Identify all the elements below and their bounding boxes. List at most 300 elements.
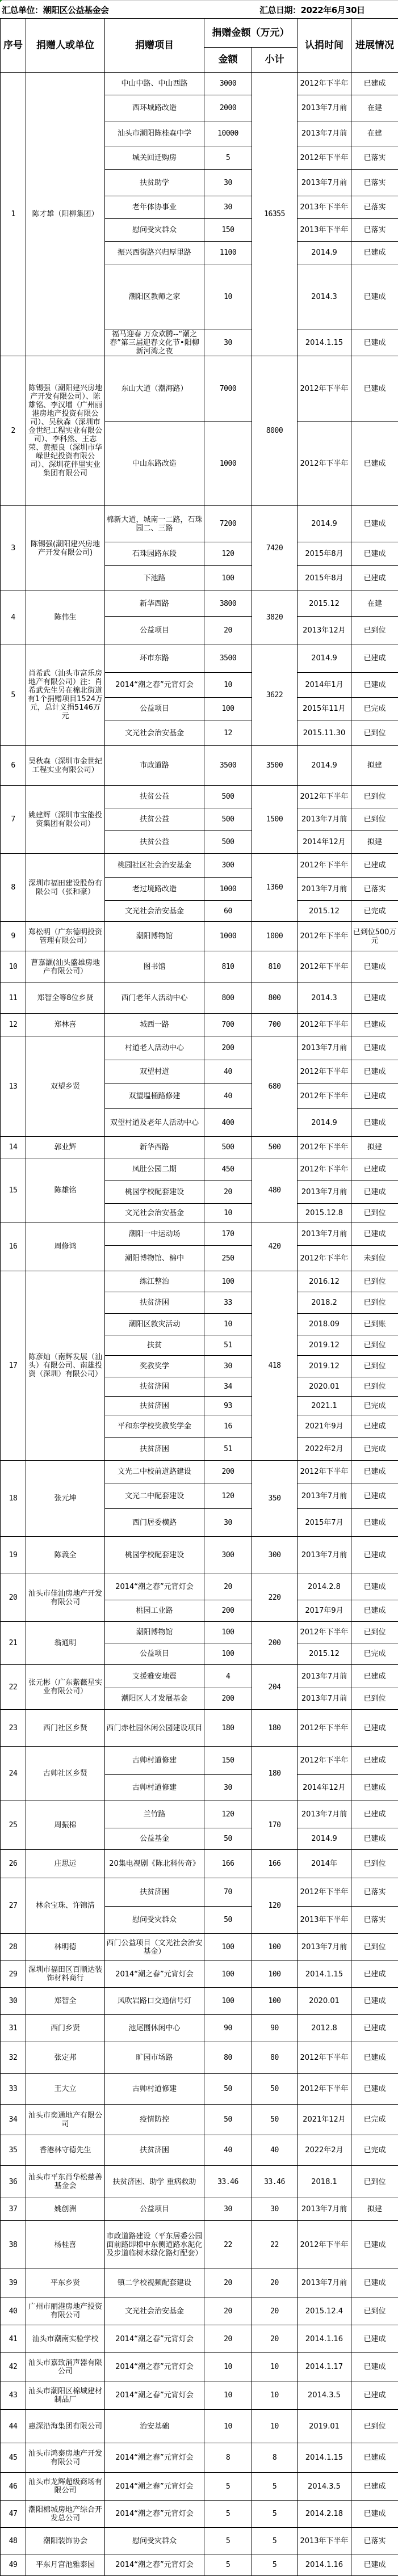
project-cell: 西门老年人活动中心	[105, 983, 204, 1014]
col-header-amount-group: 捐赠金额（万元）	[204, 19, 298, 48]
seq-cell: 6	[1, 746, 26, 786]
amount-cell: 120	[204, 1801, 252, 1828]
donor-cell: 周修鸿	[26, 1222, 105, 1271]
seq-cell: 27	[1, 1878, 26, 1934]
time-cell: 2014.9	[298, 746, 351, 786]
status-cell: 已建成	[351, 1109, 398, 1137]
amount-cell: 5	[204, 2473, 252, 2501]
time-cell: 2014.2.18	[298, 2501, 351, 2528]
project-cell: 支援雅安地震	[105, 1665, 204, 1688]
project-cell: 新华西路	[105, 591, 204, 617]
status-cell: 已建成	[351, 2074, 398, 2105]
subtotal-cell: 7420	[252, 506, 298, 591]
seq-cell: 14	[1, 1137, 26, 1158]
project-cell: 扶贫助学	[105, 170, 204, 196]
col-header-time: 认捐时间	[298, 19, 351, 73]
subtotal-cell: 10	[252, 2410, 298, 2443]
status-cell: 已到位	[351, 1377, 398, 1397]
amount-cell: 1000	[204, 922, 252, 951]
time-cell: 2014.1.16	[298, 2325, 351, 2353]
table-row	[1, 2015, 398, 2042]
project-cell: 桃园学校配套建设	[105, 1181, 204, 1204]
table-row	[1, 73, 398, 95]
time-cell: 2014.9	[298, 1109, 351, 1137]
table-row	[1, 2297, 398, 2325]
amount-cell: 500	[204, 831, 252, 854]
amount-cell: 20	[204, 2297, 252, 2325]
project-cell: 下池路	[105, 566, 204, 591]
time-cell: 2015.11.30	[298, 720, 351, 746]
status-cell: 已到位	[351, 808, 398, 831]
seq-cell: 43	[1, 2381, 26, 2410]
status-cell: 已落实	[351, 219, 398, 242]
seq-cell: 25	[1, 1801, 26, 1850]
seq-cell: 37	[1, 2198, 26, 2221]
project-cell: 练江整治	[105, 1271, 204, 1292]
table-row	[1, 1574, 398, 1600]
time-cell: 2021年9月	[298, 1415, 351, 1438]
status-cell: 已建成	[351, 1461, 398, 1483]
subtotal-cell: 1360	[252, 854, 298, 922]
project-cell: 文光社会治安基金	[105, 2297, 204, 2325]
table-row	[1, 2269, 398, 2297]
subtotal-cell: 20	[252, 2325, 298, 2353]
project-cell: 老年体协事业	[105, 196, 204, 219]
donor-cell: 双望乡贤	[26, 1036, 105, 1137]
subtotal-cell: 3500	[252, 746, 298, 786]
seq-cell: 42	[1, 2353, 26, 2381]
amount-cell: 1100	[204, 242, 252, 264]
donor-cell: 香港林守德先生	[26, 2135, 105, 2166]
status-cell: 已建成	[351, 1775, 398, 1801]
status-cell: 已建成	[351, 1665, 398, 1688]
status-cell: 已建成	[351, 983, 398, 1014]
project-cell: 扶贫济困	[105, 1292, 204, 1314]
subtotal-cell: 204	[252, 1665, 298, 1710]
status-cell: 已建成	[351, 1574, 398, 1600]
status-cell: 已完成	[351, 2135, 398, 2166]
project-cell: 文光二中校前道路建设	[105, 1461, 204, 1483]
subtotal-cell: 50	[252, 2105, 298, 2135]
amount-cell: 40	[204, 2135, 252, 2166]
donor-cell: 郑智全	[26, 1988, 105, 2015]
table-row	[1, 2353, 398, 2381]
time-cell: 2014.9	[298, 644, 351, 673]
donor-cell: 汕头市奕通地产有限公司	[26, 2105, 105, 2135]
time-cell: 2019.01	[298, 2410, 351, 2443]
status-cell: 已完成	[351, 698, 398, 720]
time-cell: 2012年下半年	[298, 1461, 351, 1483]
time-cell: 2013年7月前	[298, 878, 351, 901]
amount-cell: 16	[204, 1415, 252, 1438]
seq-cell: 20	[1, 1574, 26, 1622]
project-cell: 潮阳博物馆	[105, 1622, 204, 1643]
project-cell: 池尾围休闲中心	[105, 2015, 204, 2042]
status-cell: 已到位	[351, 1271, 398, 1292]
status-cell: 已建成	[351, 2269, 398, 2297]
amount-cell: 51	[204, 1335, 252, 1356]
project-cell: 扶贫济困	[105, 1878, 204, 1907]
project-cell: 潮阳一中运动场	[105, 1222, 204, 1246]
amount-cell: 170	[204, 1222, 252, 1246]
amount-cell: 200	[204, 1600, 252, 1622]
seq-cell: 7	[1, 786, 26, 854]
time-cell: 2013年下半年	[298, 2528, 351, 2554]
project-cell: 扶贫公益	[105, 831, 204, 854]
time-cell: 2012年下半年	[298, 951, 351, 983]
amount-cell: 93	[204, 1397, 252, 1415]
status-cell: 在建	[351, 591, 398, 617]
status-cell: 已建成	[351, 1483, 398, 1509]
time-cell: 2014.1.15	[298, 2443, 351, 2473]
time-cell: 2012年下半年	[298, 1060, 351, 1083]
donor-cell: 潮阳棉城房地产综合开发总公司	[26, 2501, 105, 2528]
seq-cell: 34	[1, 2105, 26, 2135]
table-row	[1, 1878, 398, 1907]
time-cell: 2014.2.8	[298, 1574, 351, 1600]
donor-cell: 广州市丽港房地产投资有限公司	[26, 2297, 105, 2325]
donor-cell: 汕头市潮南实验学校	[26, 2325, 105, 2353]
seq-cell: 46	[1, 2473, 26, 2501]
time-cell: 2014.3.5	[298, 2381, 351, 2410]
project-cell: 潮阳博物馆	[105, 922, 204, 951]
time-cell: 2013年7月前	[298, 1036, 351, 1060]
seq-cell: 40	[1, 2297, 26, 2325]
amount-cell: 30	[204, 2198, 252, 2221]
project-cell: 文光社会治安基金	[105, 720, 204, 746]
table-row	[1, 1137, 398, 1158]
subtotal-cell: 180	[252, 1710, 298, 1747]
amount-cell: 30	[204, 330, 252, 356]
subtotal-cell: 5	[252, 2501, 298, 2528]
status-cell: 已建成	[351, 2221, 398, 2269]
donor-cell: 陈锡强（潮阳建兴房地产开发有限公司）、陈雄铭、李汉增（广州丽港房地产投资有限公司）、吴秋森（深圳市金世纪工程实业有限公司）、李科然、王志荣、黄振良（深圳市华嵘世纪投资有限公司）、深圳花伴里实业集团有限公司	[26, 356, 105, 506]
report-header	[0, 0, 398, 18]
amount-cell: 100	[204, 566, 252, 591]
time-cell: 2012年下半年	[298, 1137, 351, 1158]
table-row	[1, 1747, 398, 1775]
status-cell: 已到位	[351, 2410, 398, 2443]
table-row	[1, 2410, 398, 2443]
status-cell: 已建成	[351, 264, 398, 330]
amount-cell: 500	[204, 808, 252, 831]
status-cell: 已建成	[351, 673, 398, 698]
amount-cell: 30	[204, 196, 252, 219]
table-row	[1, 2501, 398, 2528]
time-cell: 2012年下半年	[298, 356, 351, 422]
project-cell: 东山大道（潮海路）	[105, 356, 204, 422]
subtotal-cell: 170	[252, 1801, 298, 1850]
time-cell: 2012年下半年	[298, 73, 351, 95]
donor-cell: 周振棉	[26, 1801, 105, 1850]
donor-cell: 汕头市平东肖华松慈善基金会	[26, 2166, 105, 2198]
time-cell: 2012年下半年	[298, 1158, 351, 1181]
subtotal-cell: 10	[252, 2381, 298, 2410]
donor-cell: 陈雄铭	[26, 1158, 105, 1222]
amount-cell: 250	[204, 1246, 252, 1271]
seq-cell: 39	[1, 2269, 26, 2297]
status-cell: 在建	[351, 121, 398, 146]
time-cell: 2014.9	[298, 242, 351, 264]
seq-cell: 4	[1, 591, 26, 644]
project-cell: 2014“潮之春”元宵灯会	[105, 2501, 204, 2528]
amount-cell: 2000	[204, 95, 252, 121]
amount-cell: 100	[204, 698, 252, 720]
table-row	[1, 2221, 398, 2269]
seq-cell: 32	[1, 2042, 26, 2074]
col-header-amount: 金额	[204, 48, 252, 73]
time-cell: 2013年7月前	[298, 95, 351, 121]
donor-cell: 陈才雄（阳柳集团）	[26, 73, 105, 356]
amount-cell: 200	[204, 1036, 252, 1060]
amount-cell: 20	[204, 2325, 252, 2353]
status-cell: 已建成	[351, 2042, 398, 2074]
amount-cell: 7200	[204, 506, 252, 542]
time-cell: 2012年下半年	[298, 1878, 351, 1907]
donor-cell: 曹嘉灏(汕头盛雄房地产有限公司）	[26, 951, 105, 983]
project-cell: 桃园社区社会治安基金	[105, 854, 204, 878]
subtotal-cell: 350	[252, 1461, 298, 1537]
project-cell: 扶贫济困、助学 重病救助	[105, 2166, 204, 2198]
table-row	[1, 1961, 398, 1988]
amount-cell: 3500	[204, 644, 252, 673]
donor-cell: 郑智全等8位乡贤	[26, 983, 105, 1014]
amount-cell: 100	[204, 1934, 252, 1961]
status-cell: 已到位	[351, 1850, 398, 1878]
time-cell: 2015.12	[298, 1643, 351, 1665]
status-cell: 已建成	[351, 2554, 398, 2576]
table-row	[1, 1934, 398, 1961]
time-cell: 2012.8	[298, 2015, 351, 2042]
table-row	[1, 2166, 398, 2198]
status-cell: 已到位	[351, 2297, 398, 2325]
status-cell: 已到位	[351, 617, 398, 644]
donor-cell: 汕头市鸿泰房地产开发有限公司	[26, 2443, 105, 2473]
time-cell: 2015.12	[298, 901, 351, 922]
project-cell: 2014“潮之春”元宵灯会	[105, 2473, 204, 2501]
status-cell: 已建成	[351, 506, 398, 542]
status-cell: 已完成	[351, 1397, 398, 1415]
seq-cell: 47	[1, 2501, 26, 2528]
amount-cell: 800	[204, 983, 252, 1014]
seq-cell: 41	[1, 2325, 26, 2353]
time-cell: 2014年12月	[298, 831, 351, 854]
status-cell: 已建成	[351, 1060, 398, 1083]
subtotal-cell: 800	[252, 983, 298, 1014]
time-cell: 2013年7月前	[298, 1934, 351, 1961]
amount-cell: 10000	[204, 121, 252, 146]
status-cell: 已建成	[351, 566, 398, 591]
time-cell: 2013年7月前	[298, 1222, 351, 1246]
time-cell: 2014年1月	[298, 673, 351, 698]
time-cell: 2014.1.17	[298, 2353, 351, 2381]
project-cell: 2014“潮之春”元宵灯会	[105, 1961, 204, 1988]
donor-cell: 汕头市龙辉超级商场有限公司	[26, 2473, 105, 2501]
amount-cell: 120	[204, 1483, 252, 1509]
subtotal-cell: 300	[252, 1537, 298, 1574]
project-cell: 西环城路改造	[105, 95, 204, 121]
amount-cell: 30	[204, 1509, 252, 1537]
project-cell: 双望村道及老年人活动中心	[105, 1109, 204, 1137]
status-cell: 已到位	[351, 1622, 398, 1643]
col-header-subtotal: 小计	[252, 48, 298, 73]
status-cell: 拟建	[351, 1137, 398, 1158]
project-cell: 慰问受灾群众	[105, 219, 204, 242]
status-cell: 已完成	[351, 2105, 398, 2135]
subtotal-cell: 500	[252, 1137, 298, 1158]
amount-cell: 20	[204, 1181, 252, 1204]
project-cell: 2014“潮之春”元宵灯会	[105, 2554, 204, 2576]
table-row	[1, 1988, 398, 2015]
time-cell: 2012年下半年	[298, 854, 351, 878]
status-cell: 拟建	[351, 2198, 398, 2221]
amount-cell: 22	[204, 2221, 252, 2269]
project-cell: 西门居委横路	[105, 1509, 204, 1537]
amount-cell: 4	[204, 1665, 252, 1688]
amount-cell: 100	[204, 1961, 252, 1988]
donor-cell: 吴秋森（深圳市金世纪工程实业有限公司）	[26, 746, 105, 786]
seq-cell: 33	[1, 2074, 26, 2105]
time-cell: 2014.1.15	[298, 330, 351, 356]
time-cell: 2013年12月	[298, 617, 351, 644]
amount-cell: 60	[204, 901, 252, 922]
table-row	[1, 2135, 398, 2166]
time-cell: 2013年7月前	[298, 1537, 351, 1574]
status-cell: 已建成	[351, 1158, 398, 1181]
seq-cell: 35	[1, 2135, 26, 2166]
project-cell: 风吹岩路口交通信号灯	[105, 1988, 204, 2015]
status-cell: 未到位	[351, 1246, 398, 1271]
time-cell: 2015年8月	[298, 542, 351, 566]
donor-cell: 陈伟生	[26, 591, 105, 644]
status-cell: 已建成	[351, 1988, 398, 2015]
donor-cell: 郑松明（广东德明投资管理有限公司）	[26, 922, 105, 951]
seq-cell: 29	[1, 1961, 26, 1988]
amount-cell: 40	[204, 1060, 252, 1083]
subtotal-cell: 418	[252, 1271, 298, 1461]
project-cell: 汕头市潮阳陈桂森中学	[105, 121, 204, 146]
time-cell: 2012年下半年	[298, 146, 351, 170]
amount-cell: 700	[204, 1014, 252, 1036]
project-cell: 扶贫济困	[105, 1377, 204, 1397]
status-cell: 已建成	[351, 1537, 398, 1574]
status-cell: 已建成	[351, 422, 398, 506]
table-row	[1, 506, 398, 542]
project-cell: 慰问受灾群众	[105, 1907, 204, 1934]
status-cell: 已建成	[351, 644, 398, 673]
project-cell: 市政道路建设（平东居委公园面前路即棉中东侧道路水泥化及步道临树木绿化路灯配套）	[105, 2221, 204, 2269]
time-cell: 2012年下半年	[298, 922, 351, 951]
table-row	[1, 2042, 398, 2074]
status-cell: 已到位	[351, 786, 398, 808]
project-cell: 扶贫济困	[105, 2135, 204, 2166]
subtotal-cell: 680	[252, 1036, 298, 1137]
time-cell: 2022年2月	[298, 1438, 351, 1461]
project-cell: 古帅村道修建	[105, 2074, 204, 2105]
table-row	[1, 1622, 398, 1643]
subtotal-cell: 100	[252, 1934, 298, 1961]
table-row	[1, 356, 398, 422]
time-cell: 2014.1.16	[298, 2554, 351, 2576]
subtotal-cell: 166	[252, 1850, 298, 1878]
time-cell: 2014.3	[298, 983, 351, 1014]
amount-cell: 20	[204, 1574, 252, 1600]
subtotal-cell: 420	[252, 1222, 298, 1271]
amount-cell: 20	[204, 2269, 252, 2297]
subtotal-cell: 180	[252, 1747, 298, 1801]
subtotal-cell: 810	[252, 951, 298, 983]
subtotal-cell: 80	[252, 2042, 298, 2074]
project-cell: 2014“潮之春”元宵灯会	[105, 673, 204, 698]
amount-cell: 50	[204, 1828, 252, 1850]
status-cell: 已落实	[351, 1907, 398, 1934]
time-cell: 2012年下半年	[298, 1246, 351, 1271]
project-cell: 公益基金	[105, 1828, 204, 1850]
time-cell: 2012年下半年	[298, 786, 351, 808]
time-cell: 2013年下半年	[298, 219, 351, 242]
project-cell: 公益项目	[105, 1643, 204, 1665]
time-cell: 2019.12	[298, 1356, 351, 1377]
table-row	[1, 983, 398, 1014]
status-cell: 已建成	[351, 1181, 398, 1204]
status-cell: 已建成	[351, 2443, 398, 2473]
project-cell: 新华西路	[105, 1137, 204, 1158]
status-cell: 已建成	[351, 2325, 398, 2353]
donor-cell: 陈锡强(潮阳建兴房地产开发有限公司)	[26, 506, 105, 591]
status-cell: 已建成	[351, 1710, 398, 1747]
table-row	[1, 746, 398, 786]
seq-cell: 38	[1, 2221, 26, 2269]
project-cell: 治安基础	[105, 2410, 204, 2443]
amount-cell: 3500	[204, 746, 252, 786]
amount-cell: 10	[204, 1204, 252, 1222]
amount-cell: 30	[204, 170, 252, 196]
donor-cell: 汕头市潮阳区棉城建材制品厂	[26, 2381, 105, 2410]
time-cell: 2014.9	[298, 1828, 351, 1850]
amount-cell: 400	[204, 1109, 252, 1137]
seq-cell: 17	[1, 1271, 26, 1461]
status-cell: 拟建	[351, 746, 398, 786]
donor-cell: 潮阳装饰协会	[26, 2528, 105, 2554]
project-cell: 潮阳区教师之家	[105, 264, 204, 330]
status-cell: 已到位500万元	[351, 922, 398, 951]
donation-table	[0, 18, 398, 2576]
project-cell: 西门公益项目（文光社会治安基金）	[105, 1934, 204, 1961]
project-cell: 古帅村道修建	[105, 1775, 204, 1801]
amount-cell: 90	[204, 2015, 252, 2042]
amount-cell: 1000	[204, 878, 252, 901]
table-row	[1, 1014, 398, 1036]
donor-cell: 西门社区乡贤	[26, 1710, 105, 1747]
project-cell: 慰问受灾群众	[105, 2528, 204, 2554]
status-cell: 拟建	[351, 831, 398, 854]
project-cell: 旷园市场路	[105, 2042, 204, 2074]
table-row	[1, 1850, 398, 1878]
donor-cell: 庄思远	[26, 1850, 105, 1878]
donor-cell: 陈彦灿（南辉发展（汕头）有限公司、南雄投资（深圳）有限公司）	[26, 1271, 105, 1461]
project-cell: 平和东学校奖教奖学金	[105, 1415, 204, 1438]
time-cell: 2020.01	[298, 1377, 351, 1397]
time-cell: 2014年12月	[298, 1775, 351, 1801]
amount-cell: 150	[204, 219, 252, 242]
subtotal-cell: 90	[252, 2015, 298, 2042]
status-cell: 已建成	[351, 542, 398, 566]
donor-cell: 张元彬（广东紫薇星实业有限公司）	[26, 1665, 105, 1710]
time-cell: 2017年9月	[298, 1600, 351, 1622]
summary-date-label: 汇总日期：2022年6月30日	[259, 4, 365, 16]
subtotal-cell: 1000	[252, 922, 298, 951]
subtotal-cell: 1500	[252, 786, 298, 854]
